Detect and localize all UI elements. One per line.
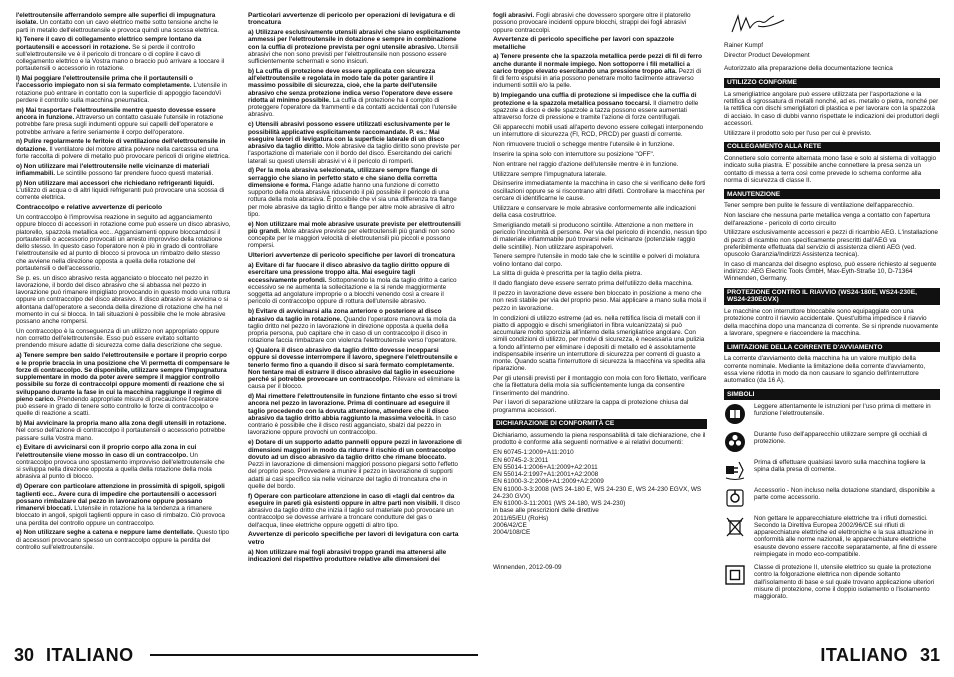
column-4 [724,12,940,627]
paragraph-bold: c) Qualora il disco abrasivo da taglio dritto dovesse incepparsi oppure si dovesse interrompere il lavoro, spegnere l'elettroutensile e tenerlo fermo fino a quando il disco si sarà fermato completamente. Non tentare mai di estrarre il disco abrasivo dal taglio in esecuzione perché si potrebbe provocare un contraccolpo. [248,347,458,384]
symbol-text: Non gettare le apparecchiature elettriche tra i rifiuti domestici. Secondo la Direttiva Europea 2002/96/CE sui rifiuti di apparecchiature elettriche ed elettroniche e la sua attuazione in conformità alle norme nazionali, le apparecchiature elettriche esauste devono essere raccolte separatamente, al fine di essere reimpiegate in modo eco-compatibile. [754,514,937,558]
language-right: ITALIANO [820,645,908,665]
symbol-text: Accessorio - Non incluso nella dotazione standard, disponibile a parte come accessorio. [754,486,935,501]
symbols-heading: SIMBOLI [724,389,940,399]
page-number-right: 31 [919,645,940,665]
paragraph-bold: a) Evitare di far fuocare il disco abrasivo da taglio diritto oppure di esercitare una pressione troppo alta. Mai eseguire tagli eccessivamente profondi. [248,262,450,284]
paragraph-text: Il diametro delle spazzole a disco e delle spazzole a tazza possono essere aumentati attraverso forze di pressione e tramite l'azione di forze centrifugali. [493,99,699,122]
paragraph-text: Utensili abrasivi che non sono previsti per l'elettroutensile non possono essere sufficientemente schermati e sono insicuri. [248,43,459,66]
list-line: EN 55014-2:1997+A1:2001+A2:2008 [493,471,599,479]
paragraph-text: Tenere sempre l'utensile in modo tale che le scintille e polveri di molatura volino lontano dal corpo. [493,253,700,268]
paragraph-bold: l'elettroutensile afferrandolo sempre alle superfici di impugnatura isolate. [16,12,216,27]
paragraph-text: Se si perde il controllo sull'elettroutensile ve è il pericolo di troncare o di coplire il cavo di collegamento elettrico e la Vostra mano o braccio può arrivare a toccare il portautensili o accessorio in rotazione. [16,43,225,73]
section-heading: Avvertenze di pericolo specifiche per lavori con spazzole metalliche [493,36,675,51]
paragraph: La smerigliatrice angolare può essere utilizzata per l'asportazione e la rettifica di sgrossatura di metalli nonché, ad es. metallo o pietra, nonché per la rettifica con dischi smerigliatori di plastica e per lavorare con la spazzola di acciaio. In caso di dubbi vanno rispettate le indicazioni dei produttori degli accessori. [724,90,939,127]
paragraph-bold: e) Non utilizzare mai mole abrasive usurate previste per elettroutensili più grandi. [248,220,461,235]
paragraph-bold: p) Non utilizzare mai accessori che richiedano refrigeranti liquidi. [16,179,215,187]
list-line: in base alle prescrizioni delle direttive [493,507,599,515]
paragraph [493,205,707,220]
paragraph-bold: a) Non utilizzare mai fogli abrasivi troppo grandi ma attenersi alle indicazioni del rispettivo produttore relative alle dimensioni dei [248,548,447,563]
paragraph-bold: b) Mai avvicinare la propria mano alla zona degli utensili in rotazione. [16,420,227,428]
paragraph-text: Flange adatte hanno una funzione di corretto supporto della mola abrasiva riducendo il più possibile il pericolo di una rottura della mola abrasiva. È possibile che vi sia una differenza tra flange per mole abrasive da taglio diritto e flange per altre mole abrasive di altro tipo. [248,181,457,218]
column-3 [493,12,707,627]
paragraph-bold: m) Mai trasportare l'elettroutensile mentre questo dovesse essere ancora in funzione. [16,106,216,122]
paragraph-bold: c) Utensili abrasivi possono essere utilizzati esclusivamente per le possibilità applicative esplicitamente raccomandate. P. es.: Mai eseguire lavori di levigatura con la superficie laterale di un disco abrasivo da taglio diritto. [248,121,451,151]
paragraph [248,167,462,218]
paragraph [16,529,231,551]
paragraph-text: L'utensile in rotazione ha la tendenza a rimanere bloccato in angoli, spigoli taglienti oppure in caso di rimbalzo. Ciò provoca una perdita del controllo oppure un contraccolpo. [16,505,225,527]
paragraph-text: Un contraccolpo è la conseguenza di un utilizzo non appropriato oppure non corretto dell'elettroutensile. Esso può essere evitato soltanto prendendo misure adatte di sicurezza come dalla descrizione che segue. [16,327,223,350]
accessory-icon [724,487,746,509]
paragraph [16,275,231,326]
paragraph-bold: e) Dotare di un supporto adatto pannelli oppure pezzi in lavorazione di dimensioni maggiori in modo da ridurre il rischio di un contraccolpo dovuto ad un disco abrasivo da taglio dritto che rimane bloccato. [248,439,462,461]
symbol-text: Prima di effettuare qualsiasi lavoro sulla macchina togliere la spina dalla presa di corrente. [754,458,926,473]
paragraph-text: In condizioni di utilizzo estreme (ad es. nella rettifica liscia di metalli con il piatto di appoggio e dischi smerigliatori in fibra vulcanizzata) si può accumulare molto sporcizia all'interno della smerigliatrice angolare. Con simili condizioni di utilizzo, per motivi di sicurezza, è necessaria una pulizia a fondo all'interno per eliminare i depositi di metallo ed è assolutamente indispensabile inserire un interruttore di sicurezza per correnti di guasto a monte. Quando scatta l'interruttore di sicurezza la macchina va spedita alla riparazione. [493,314,706,373]
paragraph [493,180,707,202]
paragraph-text: Mole abrasive da taglio diritto sono previste per l'asportazione di materiale con il bordo del disco. Esercitando dei carichi laterali su questi utensili abrasivi vi è il pericolo di romperli. [248,143,460,165]
paragraph [248,493,462,529]
signer-title: Director Product Development [724,52,810,60]
paragraph [16,420,231,442]
paragraph [493,432,707,447]
symbol-text: Leggere attentamente le istruzioni per l'uso prima di mettere in funzione l'elettroutensile. [754,402,931,417]
col4-sections [724,78,940,385]
paragraph-bold: e) Non utilizzare seghe a catena e neppure lame dentellate. [16,529,195,537]
paragraph [248,68,462,119]
paragraph [248,29,462,65]
paragraph [16,444,231,480]
section-heading: DICHIARAZIONE DI CONFORMITÀ CE [493,419,707,429]
paragraph-text: Smerigliando metalli si producono scintille. Attenzione a non mettere in pericolo l'incolumità di persone. Per via del pericolo di incendio, nessun tipo di materiale infiammabile può trovarsi nelle vicinanze (potenziale raggio delle scintille). Non utilizzare aspirapolveri. [493,221,707,251]
paragraph-text: Il disco abrasivo da taglio dritto che inizia il taglio sul materiale può provocare un contraccolpo se dovesse arrivare a troncare condutture del gas o dell'acqua, linee elettriche oppure oggetti di altro tipo. [248,499,461,529]
paragraph [493,171,707,178]
paragraph-bold: d) Mai rimettere l'elettroutensile in funzione fintanto che esso si trovi ancora nel pezzo in lavorazione. Prima di continuare ad eseguire il taglio procedendo con la dovuta attenzione, attendere che il disco abrasivo da taglio dritto abbia raggiunto la massima velocità. [248,393,457,422]
paragraph [248,393,462,437]
symbol-row [724,564,940,600]
paragraph [493,161,707,168]
paragraph [493,92,707,121]
paragraph-text: Per gli utensili previsti per il montaggio con mola con foro filettato, verificare che la filettatura della mola sia sufficientemente lunga da consentire l'inserimento del mandrino. [493,375,707,397]
paragraph-bold: l) Mai poggiare l'elettroutensile prima che il portautensili o l'accessorio impiegato non si sia fermato completamente. [16,75,193,90]
paragraph [493,375,707,397]
paragraph-bold: o) Non utilizzare mai l'elettroutensile nelle vicinanze di materiali infiammabili. [16,162,210,177]
paragraph [493,12,707,34]
paragraph-bold: a) Tenere sempre ben saldo l'elettroutensile e portare il proprio corpo e le proprie braccia in una posizione che Vi permetta di compensare le forze di contraccolpo. Se disponibile, utilizzare sempre l'impugnatura supplementare in modo da poter avere sempre il maggior controllo possibile su forze di contraccolpi oppure momenti di reazione che si sviluppano durante la fase in cui la macchina raggiunge il regime di pieno carico. [16,352,230,403]
paragraph [493,151,707,158]
paragraph-text: Utilizzare e conservare le mole abrasive conformemente alle indicazioni della casa costruttrice. [493,204,696,219]
paragraph-text: In caso contrario è possibile che il disco resti agganciato, sbalzi dal pezzo in lavorazione oppure provochi un contraccolpo. [248,414,457,437]
paragraph-bold: d) Operare con particolare attenzione in prossimità di spigoli, spigoli taglienti ecc.. Avere cura di impedire che portautensili o accessori possano rimbalzare dal pezzo in lavorazione oppure possano rimanervi bloccati. [16,483,225,513]
paragraph [16,138,231,160]
paragraph [493,141,707,148]
paragraph-text: Inserire la spina solo con interruttore su posizione "OFF". [493,150,655,158]
page-number-left: 30 [14,645,35,665]
paragraph [493,270,707,277]
paragraph-bold: fogli abrasivi. [493,12,535,19]
section-heading: MANUTENZIONE [724,189,940,199]
paragraph [493,315,707,373]
paragraph-text: Per i lavori di separazione utilizzare la cappa di protezione chiusa dal programma accessori. [493,399,689,414]
weee-bin-icon [724,515,746,537]
paragraph [16,36,231,72]
paragraph-bold: b) Evitare di avvicinarsi alla zona anteriore o posteriore al disco abrasivo da taglio in rotazione. [248,308,442,323]
paragraph [493,222,707,251]
place-date: Winnenden, 2012-09-09 [493,564,562,572]
paragraph [248,439,462,490]
paragraph [16,180,231,202]
section-heading: UTILIZZO CONFORME [724,78,940,88]
unplug-icon [724,459,746,481]
paragraph-text: Fogli abrasivi che dovessero sporgere oltre il platorello possono provocare incidenti oppure blocchi, strappi dei fogli abrasivi oppure contraccolpi. [493,12,691,34]
section-heading: PROTEZIONE CONTRO IL RIAVVIO (WS24-180E, WS24-230E, WS24-230EGVX) [724,288,940,306]
paragraph-text: Prendendo appropriate misure di precauzione l'operatore può essere in grado di tenere sotto controllo le forze di contraccolpo e quelle di reazione a scatti. [16,395,219,418]
authorized-note: Autorizzato alla preparazione della documentazione tecnica [724,65,893,73]
paragraph [248,308,462,344]
paragraph-text: Gli apparecchi mobili usati all'aperto devono essere collegati interponendo un interruttore di sicurezza (FI, RCD, PRCD) per guasti di corrente. [493,123,704,139]
paragraph-text: Un contraccolpo provoca uno spostamento improvviso dell'elettroutensile che si sviluppa nella direzione opposta a quella della rotazione della mola abrasiva al punto di blocco. [16,451,225,481]
paragraph-bold: b) La cuffia di protezione deve essere applicata con sicurezza all'elettroutensile e regolata in modo tale da poter garantire il massimo possibile di sicurezza, cioè, che la parte dell'utensile abrasivo che senza protezione indica verso l'operatore deve essere ridotta al minimo possibile. [248,67,453,104]
paragraph-text: Un contatto con un cavo elettrico mette sotto tensione anche le parti in metallo dell'elettroutensile e provoca quindi una scossa elettrica. [16,19,219,34]
symbol-text: Classe di protezione II, utensile elettrico su quale la protezione contro la folgorazione elettrica non dipende soltanto dall'isolamento di base e sul quale trovano applicazione ulteriori misure di protezione, come il doppio isolamento o l'isolamento maggiorato. [754,564,935,601]
paragraph-text: Non rimuovere trucioli o schegge mentre l'utensile è in funzione. [493,140,675,148]
paragraph-bold: a) Utilizzare esclusivamente utensili abrasivi che siano esplicitamente ammessi per l'elettroutensile in dotazione e sempre in combinazione con la cuffia di protezione prevista per ogni utensile abrasivo. [248,29,461,51]
paragraph-text: Le scintille possono far prendere fuoco questi materiali. [55,169,214,177]
list-line: 2011/65/EU (RoHs) [493,514,549,522]
paragraph-text: Pezzi di fil di ferro espulsi in aria possono penetrare molto facilmente attraverso indumenti sottili e/o la pelle. [493,67,702,90]
symbol-row [724,403,940,425]
paragraph [248,262,462,306]
section-heading: LIMITAZIONE DELLA CORRENTE D'AVVIAMENTO [724,342,940,352]
paragraph [16,352,231,417]
paragraph-bold: a) Tenere presente che la spazzola metallica perde pezzi di fil di ferro anche durante il normale impiego. Non sottoporre i fili metallici a carico troppo elevato esercitando una pressione troppo alta. [493,53,703,75]
footer-rule-left [150,654,478,656]
list-line: EN 60745-1:2009+A11:2010 [493,449,574,457]
class-two-icon [724,564,746,586]
paragraph-bold: f) Operare con particolare attenzione in caso di «tagli dal centro» da eseguire in pareti già esistenti oppure in altre parti non visibili. [248,492,455,507]
paragraph [493,53,707,89]
language-left: ITALIANO [46,645,134,665]
signature-image [728,12,788,38]
paragraph [16,328,231,350]
symbol-row [724,431,940,453]
paragraph [16,12,231,34]
list-line: EN 61000-3-11:2001 (WS 24-180, WS 24-230) [493,500,626,508]
paragraph-bold: n) Pulire regolarmente le feritoie di ventilazione dell'elettroutensile in dotazione. [16,138,226,153]
paragraph: La corrente d'avviamento della macchina ha un valore multiplo della corrente nominale. Mediante la limitazione della corrente d'avviamento, essa viene ridotta in modo da non causare lo sgancio dell'interruttore automatico (da 16 A). [724,355,926,385]
section-heading: Particolari avvertenze di pericolo per operazioni di levigatura e di troncatura [248,12,456,27]
paragraph [493,124,707,139]
paragraph-text: Un contraccolpo è l'improvvisa reazione in seguito ad agganciamento oppure blocco di accessori in rotazione come può essere un disco abrasivo, platorello, spazzola metallica ecc.. Agganciamenti oppure bloccamdosi il portautensili o accessorio provocati un arresto improvviso della rotazione dello stesso. In questo caso l'operatore non è più in grado di controllare l'elettroutensile ed al punto di blocco si provoca un rimbalzo dello stesso che avviene nella direzione opposta a quella della rotazione del portautensili o dell'accessorio. [16,214,231,272]
footer-right [480,643,946,667]
list-line: EN 61000-3-2:2006+A1:2009+A2:2009 [493,478,604,486]
paragraph-text: Utilizzare sempre l'impugnatura laterale. [493,170,607,178]
paragraph [248,121,462,165]
paragraph-text: Se p. es. un disco abrasivo resta agganciato o bloccato nel pezzo in lavorazione, il bordo del disco abrasivo che si abbassa nel pezzo in lavorazione può rimanere impigliato provocando in questo modo una rottura oppure un contraccolpo del disco abrasivo. Il disco abrasivo si avvicina o si allontana dall'operatore a seconda della direzione di rotazione che ha nel momento in cui si blocca. In tali situazioni è possibile che le mole abrasive possano anche rompersi. [16,274,231,326]
paragraph-text: Il pezzo in lavorazione deve essere ben bloccato in posizione a meno che non resti stabile per via del proprio peso. Mai applicare a mano sulla mola il pezzo in lavorazione. [493,290,707,312]
paragraph-text: Sottoponendo la mola da taglio dritto a carico eccessivo se ne aumenta la sollecitazione e la si rende maggiormente soggetta ad angolature improprie o a blocchi venendo così a creare il pericolo di contraccolpo oppure di rottura dell'utensile abrasivo. [248,276,457,306]
paragraph-text: Disinserire immediatamente la macchina in caso che si verificano delle forti oscillazioni oppure se si riscontrano altri difetti. Controllare la macchina per cercare di identificarne le cause. [493,180,706,202]
safety-goggles-icon [724,431,746,453]
paragraph [248,347,462,391]
paragraph [493,290,707,312]
symbol-row [724,515,940,559]
paragraph-bold: b) Impiegando una cuffia di protezione si impedisce che la cuffia di protezione e la spazzola metallica possano toccarsi. [493,92,697,107]
section-heading: COLLEGAMENTO ALLA RETE [724,142,940,152]
column-1 [16,12,231,627]
paragraph: Non lasciare che nessuna parte metallica venga a contatto con l'apertura dell'areazione - pericolo di corto circuito [724,212,931,227]
paragraph-bold: c) Evitare di avvicinarsi con il proprio corpo alla zona in cui l'elettroutensile viene mosso in caso di un contraccolpo. [16,444,197,459]
paragraph [16,75,231,104]
paragraph [493,280,707,287]
paragraph-text: Questo tipo di accessori provocano spesso un contraccolpo oppure la perdita del controllo sull'elettroutensile. [16,529,230,551]
section-heading: Avvertenze di pericolo specifiche per lavori di levigatura con carta vetro [248,531,459,546]
paragraph: Tener sempre ben pulite le fessure di ventilazione dell'apparecchio. [724,202,914,210]
paragraph: Connettere solo corrente alternata mono fase e solo al sistema di voltaggio indicato sulla piastra. E' possibile anche connettere la presa senza un contatto di messa a terra così come prevede lo schema conforme alla norma di sicurezza di classe II. [724,155,937,184]
paragraph-text: Il dado flangiato deve essere serrato prima dell'utilizzo della macchina. [493,280,693,288]
paragraph: Utilizzare il prodotto solo per l'uso per cui è previsto. [724,129,872,137]
section-heading: Contraccolpo e relative avvertenze di pericolo [16,204,163,212]
list-line: EN 61000-3-3:2008 (WS 24-180 E, WS 24-230 E, WS 24-230 EGVX, WS 24-230 GVX) [493,485,702,500]
paragraph-text: Mole abrasive previste per elettroutensili più grandi non sono concepite per le maggiori velocità di elettroutensili più piccoli e possono rompersi. [248,227,455,250]
paragraph-bold: d) Per la mola abrasiva selezionata, utilizzare sempre flange di serraggio che siano in perfetto stato e che siano della corretta dimensione e forma. [248,167,438,189]
paragraph [493,399,707,414]
paragraph [248,549,462,564]
list-line: 2006/42/CE [493,521,527,529]
symbol-row [724,459,940,481]
paragraph-text: La slitta di guida è prescritta per la taglio della pietra. [493,270,643,278]
paragraph-text: L'utensile in rotazione può entrare in contatto con la superficie di appoggio facendoVi perdere il controllo sulla macchina pneumatica. [16,82,227,104]
symbol-row [724,487,940,509]
paragraph [16,163,231,178]
paragraph: In caso di mancanza del disegno esploso, può essere richiesto al seguente indirizzo: AEG Electric Tools GmbH, Max-Eyth-Straße 10, D-71364 Winnenden, Germany. [724,260,937,283]
paragraph-text: Rilevare ed eliminare la causa per il blocco. [248,376,460,391]
paragraph: Le macchine con interruttore bloccabile sono equipaggiate con una protezione contro il riavvio accidentale. Quest'ultima impedisce il riavvio della macchina dopo una mancanza di corrente. Se si riprende nuovamente a lavorare, spegnere e riaccendere la macchina. [724,308,939,337]
paragraph [16,214,231,272]
paragraph-text: Pezzi in lavorazione di dimensioni maggiori possono piegarsi sotto l'effetto del proprio peso. Provvedere a munire il pezzo in lavorazione di supporti adatti ai casi specifico sia nelle vicinanze del taglio di troncatura che in quelle del bordo. [248,461,458,490]
list-line: EN 55014-1:2006+A1:2009+A2:2011 [493,463,598,471]
section-heading: Ulteriori avvertenze di pericolo specifiche per lavori di troncatura [248,252,456,260]
column-2 [248,12,462,627]
paragraph-text: Non entrare nel raggio d'azione dell'utensile mentre è in funzione. [493,160,679,168]
symbol-text: Durante l'uso dell'apparecchio utilizzare sempre gli occhiali di protezione. [754,430,928,445]
paragraph-text: Il ventilatore del motore attira polvere nella carcassa ed una forte raccolta di polvere di metallo può provocare pericoli di origine elettrica. [16,145,230,160]
paragraph-text: Dichiariamo, assumendo la piena responsabilità di tale dichiarazione, che il prodotto è conforme alla seguenti normative e ai relativi documenti: [493,432,706,447]
paragraph-text: Attraverso un contatto casuale l'utensile in rotazione potrebbe fare presa sugli indumenti oppure sui capelli dell'operatore e potrebbe arrivare a ferire seriamente il corpo dell'operatore. [16,114,224,136]
paragraph [493,253,707,268]
paragraph [16,483,231,527]
paragraph [16,107,231,136]
signer-name: Rainer Kumpf [724,42,764,50]
list-line: EN 60745-2-3:2011 [493,456,549,464]
symbols-list [724,403,940,601]
paragraph: Utilizzare esclusivamente accessori e pezzi di ricambio AEG. L'installazione di pezzi di ricambio non specificamente prescritti dall'AEG va preferibilmente effettuata dal servizio di assistenza clienti AEG (ved. opuscolo Garanzia/Indirizzi Assistenza tecnica). [724,229,938,259]
list-line: 2004/108/CE [493,529,531,537]
paragraph-text: La cuffia di protezione ha il compito di proteggere l'operatore da frammenti e da contatti accidentali con l'utensile abrasivo. [248,96,457,119]
paragraph-bold: k) Tenere il cavo di collegamento elettrico sempre lontano da portautensili e accessori in rotazione. [16,36,202,51]
read-manual-icon [724,403,746,425]
paragraph-text: Nel corso dell'azione di contraccolpo il portautensili o accessorio potrebbe passare sulla Vostra mano. [16,427,226,442]
paragraph-text: L'utilizzo di acqua o di altri liquidi refrigeranti può provocare una scossa di corrente elettrica. [16,187,225,202]
paragraph [248,221,462,250]
paragraph-text: Quando l'operatore manovra la mola da taglio dritto nel pezzo in lavorazione in direzione opposta a quella della propria persona, può capitare che in caso di un contraccolpo il disco in rotazione faccia rimbalzare con violenza l'elettroutensile verso l'operatore. [248,315,457,345]
